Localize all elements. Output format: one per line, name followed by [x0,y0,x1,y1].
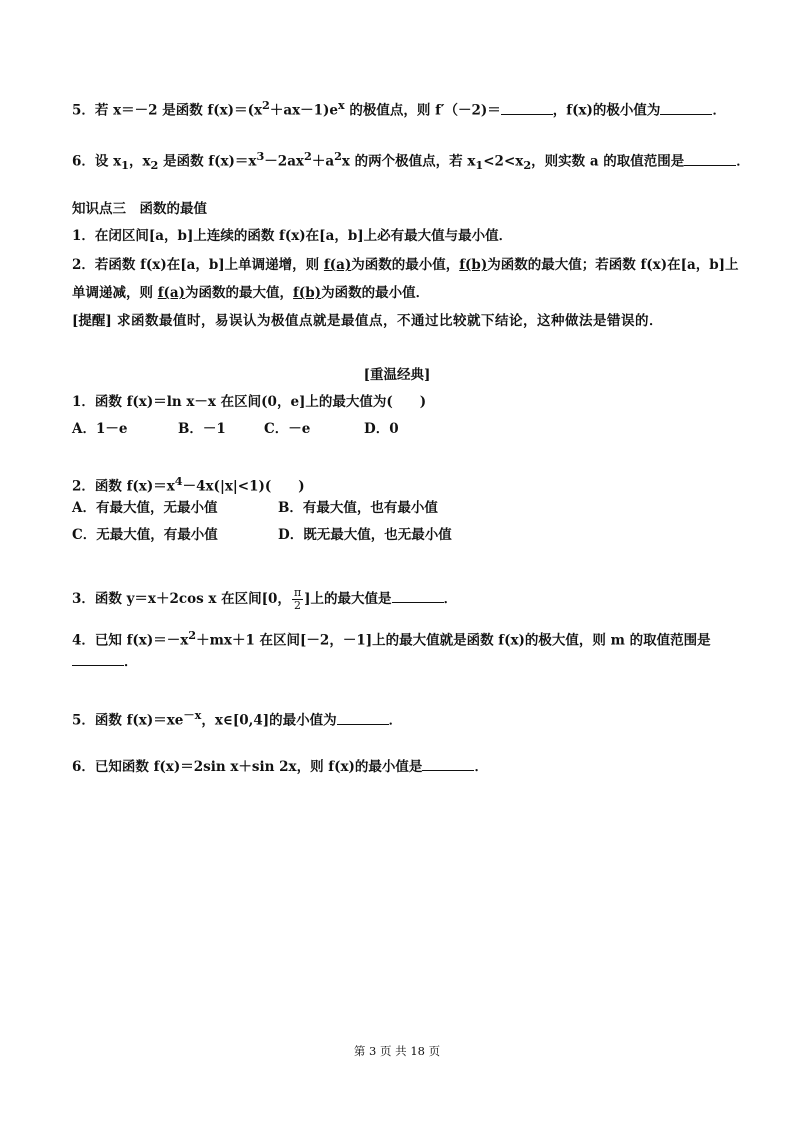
answer-blank[interactable] [501,102,553,115]
review-question-5 [72,706,722,730]
tip-text: 求函数最值时，易误认为极值点就是最值点，不通过比较就下结论，这种做法是错误的． [111,313,663,329]
page-footer: 第 3 页 共 18 页 [353,1044,441,1058]
superscript: 2 [304,149,312,163]
text: 是函数 f(x)＝x [158,153,257,170]
option-c[interactable]: C．－e [264,421,311,437]
text: ，则实数 a 的取值范围是 [531,153,685,170]
superscript: 2 [262,98,270,112]
text: ． [388,712,403,729]
subscript: 1 [475,158,484,173]
subscript: 1 [121,158,129,173]
text: 2．函数 f(x)＝x [72,478,175,495]
text: 的极值点，则 f′（－2)＝ [344,102,501,119]
problem-5-extremum [72,96,726,120]
text: 3．函数 y＝x＋2cos x 在区间[0， [72,591,291,607]
text: ＋a [311,153,335,170]
knowledge-item-1: 1．在闭区间[a，b]上连续的函数 f(x)在[a，b]上必有最大值与最小值． [72,228,513,244]
fraction-pi-over-2 [292,587,303,612]
answer-blank[interactable] [392,590,444,603]
text: 4．已知 f(x)＝－x [72,632,189,649]
text: x 的两个极值点，若 x [341,153,476,170]
review-question-2-options-row1 [72,499,722,517]
option-a[interactable]: A．1－e [72,421,128,437]
text: ，x∈[0,4]的最小值为 [201,712,337,729]
answer-blank[interactable] [72,653,124,666]
text: 6．已知函数 f(x)＝2sin x＋sin 2x，则 f(x)的最小值是 [72,759,423,775]
underlined-term: f(a) [323,257,352,273]
problem-6-extremum-range [72,147,750,174]
text: ． [736,153,750,170]
tip-label: [提醒] [72,313,112,329]
option-b[interactable]: B．有最大值，也有最小值 [278,500,438,516]
superscript: 4 [174,474,183,488]
option-c[interactable]: C．无最大值，有最小值 [72,527,218,543]
tip-line [72,312,722,330]
text: <2<x [483,153,524,170]
text: －4x(|x|<1)( ) [182,478,305,495]
text: ＋ax－1)e [269,102,339,119]
review-question-6 [72,758,722,776]
answer-blank[interactable] [660,102,712,115]
review-heading: [重温经典] [363,367,431,383]
text: ，f(x)的极小值为 [552,102,661,119]
underlined-term: f(a) [157,285,186,301]
superscript: －x [183,708,202,722]
knowledge-item-2-line2 [72,284,722,302]
review-question-2-options-row2 [72,526,722,544]
text: 为函数的最大值；若函数 f(x)在[a，b]上 [487,257,739,273]
text: 6．设 x [72,153,122,170]
superscript: x [338,98,345,112]
review-question-1-options [72,420,722,438]
option-b[interactable]: B．－1 [178,421,226,437]
text: ． [443,591,458,607]
text: 为函数的最大值， [185,285,294,301]
underlined-term: f(b) [459,257,488,273]
text: 5．若 x＝－2 是函数 f(x)＝(x [72,102,263,119]
review-question-3 [72,587,722,612]
option-d[interactable]: D．既无最大值，也无最小值 [278,527,452,543]
answer-blank[interactable] [422,758,474,771]
superscript: 2 [334,149,342,163]
review-question-2 [72,472,722,496]
option-d[interactable]: D．0 [364,421,399,437]
text: －2ax [264,153,304,170]
subscript: 2 [523,158,532,173]
text: 5．函数 f(x)＝xe [72,712,184,729]
review-question-1: 1．函数 f(x)＝ln x－x 在区间(0，e]上的最大值为( ) [72,394,427,410]
text: 为函数的最小值， [351,257,460,273]
option-a[interactable]: A．有最大值，无最小值 [72,500,218,516]
fraction-numerator: π [293,586,302,599]
underlined-term: f(b) [293,285,322,301]
text: ＋mx＋1 在区间[－2，－1]上的最大值就是函数 f(x)的极大值，则 m 的取值范围是 [196,632,711,649]
fraction-denominator: 2 [294,599,302,612]
section-title: 知识点三 函数的最值 [72,201,207,217]
text: ． [474,759,488,775]
text: 2．若函数 f(x)在[a，b]上单调递增，则 [72,257,324,273]
answer-blank[interactable] [684,153,736,166]
text: ． [124,654,138,670]
text: ]上的最大值是 [304,591,392,607]
knowledge-item-2-line1 [72,256,739,274]
superscript: 3 [256,149,265,163]
review-question-4 [72,626,722,650]
text: ，x [128,153,151,170]
text: ． [712,102,726,119]
review-question-4-cont [72,653,722,671]
answer-blank[interactable] [337,712,389,725]
text: 单调递减，则 [72,285,158,301]
superscript: 2 [188,628,197,642]
text: 为函数的最小值． [321,285,430,301]
subscript: 2 [150,158,159,173]
